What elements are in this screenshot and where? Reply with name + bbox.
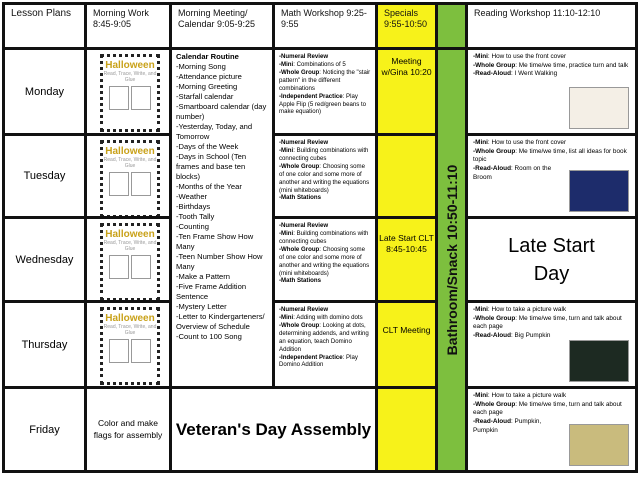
reading-thursday xyxy=(468,303,635,386)
plan-item xyxy=(279,61,371,69)
header-reading: Reading Workshop 11:10-12:10 xyxy=(468,5,635,47)
worksheet-subtitle: Read, Trace, Write, and Glue xyxy=(103,71,157,83)
calendar-item: -Weather xyxy=(176,192,208,202)
plan-item-label: -Whole Group xyxy=(279,245,320,253)
calendar-item: -Birthdays xyxy=(176,202,211,212)
plan-item-label: -Whole Group xyxy=(473,400,516,408)
header-lesson-plans: Lesson Plans xyxy=(5,5,84,47)
worksheet-title: Halloween xyxy=(105,146,155,157)
plan-item-text: : Me time/we time, turn and talk about each page xyxy=(473,400,622,417)
specials-wednesday: Late Start CLT 8:45-10:45 xyxy=(378,219,435,300)
worksheet-title: Halloween xyxy=(105,313,155,324)
plan-item-label: -Whole Group xyxy=(279,321,320,329)
specials-friday xyxy=(378,389,435,470)
plan-item-label: -Numeral Review xyxy=(279,53,329,60)
worksheet-title: Halloween xyxy=(105,229,155,240)
plan-item xyxy=(473,165,558,182)
calendar-item: -Mystery Letter xyxy=(176,302,227,312)
morning-work-tuesday xyxy=(87,136,169,216)
plan-item xyxy=(473,392,630,401)
halloween-worksheet-image xyxy=(100,54,160,132)
calendar-item: -Yesterday, Today, and Tomorrow xyxy=(176,122,253,142)
plan-item-label: -Whole Group xyxy=(473,314,516,322)
calendar-item: -Days of the Week xyxy=(176,142,239,152)
header-math: Math Workshop 9:25-9:55 xyxy=(275,5,375,47)
plan-item-text: : Me time/we time, turn and talk about each page xyxy=(473,314,622,331)
plan-item xyxy=(473,53,630,62)
bathroom-snack-column xyxy=(438,50,465,470)
plan-item-label: -Numeral Review xyxy=(279,222,329,229)
plan-item-label: -Read-Aloud xyxy=(473,331,511,339)
plan-item-label: -Whole Group xyxy=(473,147,516,155)
header-meeting: Morning Meeting/ Calendar 9:05-9:25 xyxy=(172,5,272,47)
plan-item xyxy=(473,70,558,79)
plan-item xyxy=(473,401,630,418)
plan-item-label: -Independent Practice xyxy=(279,92,343,100)
plan-item-text: : Me time/we time, list all ideas for book topic xyxy=(473,147,627,164)
plan-item xyxy=(473,306,630,315)
plan-item-text: : Building combinations with connecting cubes xyxy=(279,146,369,162)
halloween-worksheet-image xyxy=(100,223,160,300)
plan-item xyxy=(279,306,371,314)
plan-item-text: : Room on the Broom xyxy=(473,164,552,181)
calendar-item: -Smartboard calendar (day number) xyxy=(176,102,267,122)
header-morning-work: Morning Work 8:45-9:05 xyxy=(87,5,169,47)
header-bathroom-blank xyxy=(438,5,465,47)
plan-item-label: -Whole Group xyxy=(473,61,516,69)
calendar-item: -Days in School (Ten frames and base ten blocks) xyxy=(176,152,247,182)
calendar-item: -Months of the Year xyxy=(176,182,242,192)
plan-item xyxy=(473,148,630,165)
morning-work-monday xyxy=(87,50,169,133)
morning-work-thursday xyxy=(87,303,169,386)
plan-item xyxy=(279,322,371,354)
plan-item-text: : How to take a picture walk xyxy=(487,392,567,399)
plan-item-label: -Math Stations xyxy=(279,277,321,285)
plan-item xyxy=(279,277,371,285)
calendar-item: -Teen Number Show How Many xyxy=(176,252,263,272)
morning-work-wednesday xyxy=(87,219,169,300)
plan-item-label: -Numeral Review xyxy=(279,139,329,146)
day-monday: Monday xyxy=(5,50,84,133)
plan-item-text: : I Went Walking xyxy=(511,70,558,78)
day-wednesday: Wednesday xyxy=(5,219,84,300)
halloween-worksheet-image xyxy=(100,140,160,216)
specials-tuesday xyxy=(378,136,435,216)
plan-item xyxy=(279,53,371,61)
lesson-plan-table xyxy=(2,2,638,473)
plan-item-label: -Mini xyxy=(473,53,488,60)
plan-item xyxy=(473,315,630,332)
late-start-day: Late Start Day xyxy=(468,219,635,300)
plan-item xyxy=(279,230,371,246)
plan-item xyxy=(279,194,371,202)
plan-item-label: -Math Stations xyxy=(279,194,321,202)
calendar-item: -Attendance picture xyxy=(176,72,242,82)
plan-item-text: : How to take a picture walk xyxy=(487,306,567,313)
plan-item xyxy=(473,62,630,71)
plan-item-text: : Play Domino Addition xyxy=(279,353,358,369)
header-specials: Specials 9:55-10:50 xyxy=(378,5,435,47)
bathroom-snack-label: Bathroom/Snack 10:50-11:10 xyxy=(443,164,460,356)
plan-item-label: -Mini xyxy=(473,139,488,146)
plan-item-label: -Mini xyxy=(279,146,294,154)
book-cover-image xyxy=(569,170,629,212)
math-tuesday xyxy=(275,136,375,216)
plan-item xyxy=(279,93,371,117)
plan-item-label: -Whole Group xyxy=(279,162,320,170)
plan-item xyxy=(279,222,371,230)
plan-item-label: -Read-Aloud xyxy=(473,70,511,78)
plan-item xyxy=(473,418,558,435)
specials-thursday: CLT Meeting xyxy=(378,303,435,386)
plan-item-text: : Big Pumpkin xyxy=(511,331,551,339)
plan-item xyxy=(473,332,558,341)
day-tuesday: Tuesday xyxy=(5,136,84,216)
math-thursday xyxy=(275,303,375,386)
plan-item-label: -Mini xyxy=(279,60,294,68)
plan-item-text: : Pumpkin, Pumpkin xyxy=(473,417,542,434)
plan-item xyxy=(279,139,371,147)
plan-item-label: -Independent Practice xyxy=(279,353,343,361)
calendar-item: -Morning Song xyxy=(176,62,226,72)
plan-item-text: : Play Apple Flip (5 red/green beans to make equation) xyxy=(279,92,367,116)
book-cover-image xyxy=(569,87,629,129)
math-monday xyxy=(275,50,375,133)
worksheet-subtitle: Read, Trace, Write, and Glue xyxy=(103,157,157,169)
plan-item-text: : Combinations of 5 xyxy=(293,60,346,68)
calendar-item: -Count to 100 Song xyxy=(176,332,242,342)
plan-item-text: : Adding with domino dots xyxy=(293,313,363,321)
plan-item-text: : Choosing some of one color and some more of another and writing the equations (mini whiteboards) xyxy=(279,245,370,277)
plan-item-label: -Mini xyxy=(279,229,294,237)
calendar-routine xyxy=(172,50,272,386)
plan-item xyxy=(473,139,630,148)
veterans-day-assembly: Veteran's Day Assembly xyxy=(172,389,375,470)
calendar-title: Calendar Routine xyxy=(176,52,239,61)
plan-item-label: -Mini xyxy=(473,306,488,313)
plan-item-text: : Looking at dots, determining addends, and writing an equation, teach Domino Addition xyxy=(279,321,369,353)
specials-monday: Meeting w/Gina 10:20 xyxy=(378,50,435,133)
calendar-item: -Tooth Tally xyxy=(176,212,215,222)
plan-item-text: : How to use the front cover xyxy=(487,53,567,60)
halloween-worksheet-image xyxy=(100,307,160,385)
book-cover-image xyxy=(569,340,629,382)
plan-item-label: -Numeral Review xyxy=(279,306,329,313)
plan-item-label: -Mini xyxy=(473,392,488,399)
morning-work-friday: Color and make flags for assembly xyxy=(87,389,169,470)
plan-item xyxy=(279,314,371,322)
calendar-item: -Five Frame Addition Sentence xyxy=(176,282,247,302)
day-thursday: Thursday xyxy=(5,303,84,386)
worksheet-subtitle: Read, Trace, Write, and Glue xyxy=(103,324,157,336)
calendar-item: -Starfall calendar xyxy=(176,92,234,102)
plan-item-text: : Me time/we time, practice turn and talk xyxy=(515,61,629,69)
worksheet-subtitle: Read, Trace, Write, and Glue xyxy=(103,240,157,252)
reading-friday xyxy=(468,389,635,470)
calendar-item: -Morning Greeting xyxy=(176,82,238,92)
plan-item xyxy=(279,163,371,195)
plan-item xyxy=(279,354,371,370)
plan-item xyxy=(279,246,371,278)
plan-item-text: : How to use the front cover xyxy=(487,139,567,146)
day-friday: Friday xyxy=(5,389,84,470)
plan-item xyxy=(279,147,371,163)
plan-item-text: : Choosing some of one color and some more of another and writing the equations (mini whiteboards) xyxy=(279,162,370,194)
math-wednesday xyxy=(275,219,375,300)
plan-item-text: : Building combinations with connecting cubes xyxy=(279,229,369,245)
worksheet-title: Halloween xyxy=(105,60,155,71)
reading-tuesday xyxy=(468,136,635,216)
plan-item-label: -Mini xyxy=(279,313,294,321)
plan-item-label: -Read-Aloud xyxy=(473,417,511,425)
reading-monday xyxy=(468,50,635,133)
calendar-item: -Letter to Kindergarteners/ Overview of Schedule xyxy=(176,312,265,332)
book-cover-image xyxy=(569,424,629,466)
plan-item xyxy=(279,69,371,93)
plan-item-label: -Read-Aloud xyxy=(473,164,511,172)
plan-item-label: -Whole Group xyxy=(279,68,320,76)
calendar-item: -Counting xyxy=(176,222,209,232)
calendar-item: -Make a Pattern xyxy=(176,272,231,282)
calendar-item: -Ten Frame Show How Many xyxy=(176,232,254,252)
plan-item-text: : Noticing the "stair pattern" in the different combinations xyxy=(279,68,371,92)
